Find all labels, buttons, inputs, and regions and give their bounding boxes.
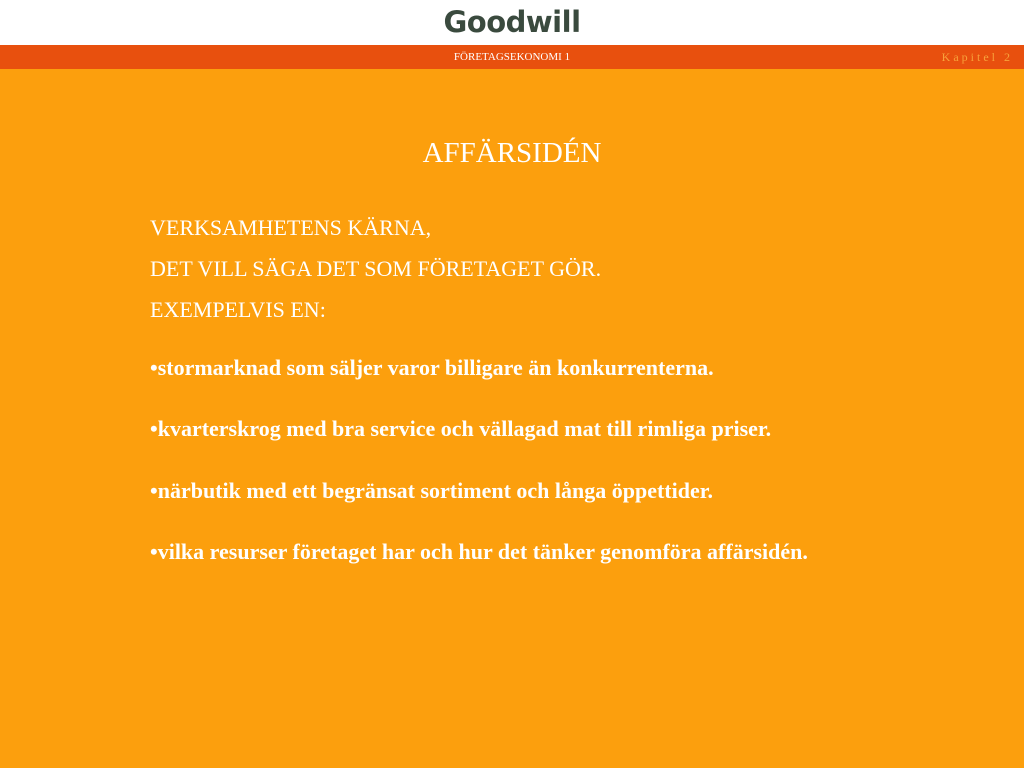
header xyxy=(0,0,1024,45)
bullet-item-1: •stormarknad som säljer varor billigare än konkurrenterna. xyxy=(150,355,714,380)
bullet-item-4: •vilka resurser företaget har och hur det tänker genomföra affärsidén. xyxy=(150,539,808,564)
top-band xyxy=(0,45,1024,69)
goodwill-logo: Goodwill xyxy=(443,5,581,39)
slide-title: AFFÄRSIDÉN xyxy=(422,137,602,169)
chapter-label: Kapitel 2 xyxy=(941,50,1013,64)
course-label: FÖRETAGSEKONOMI 1 xyxy=(453,51,571,63)
intro-line-1: VERKSAMHETENS KÄRNA, xyxy=(150,215,432,240)
bullet-item-2: •kvarterskrog med bra service och vällagad mat till rimliga priser. xyxy=(150,416,772,441)
intro-line-3: EXEMPELVIS EN: xyxy=(150,297,326,322)
bullet-item-3: •närbutik med ett begränsat sortiment och långa öppettider. xyxy=(150,478,713,503)
intro-line-2: DET VILL SÄGA DET SOM FÖRETAGET GÖR. xyxy=(150,256,602,281)
